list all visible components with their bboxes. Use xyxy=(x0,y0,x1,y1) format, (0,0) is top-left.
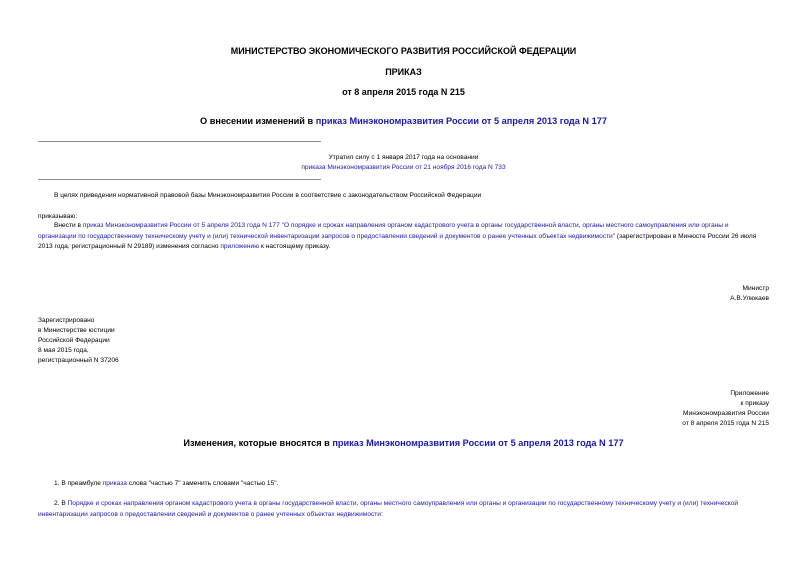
signature-name: А.В.Улюкаев xyxy=(730,295,769,302)
document-title xyxy=(0,116,807,126)
change-item-2-text-b: : xyxy=(381,510,383,518)
status-note-link[interactable]: приказа Минэкономразвития России от 21 ноября 2016 года N 733 xyxy=(301,164,506,171)
appendix-note-line: от 8 апреля 2015 года N 215 xyxy=(682,420,769,427)
registration-line: Российской Федерации xyxy=(38,337,110,344)
registration-line: регистрационный N 37206 xyxy=(38,357,119,364)
procedure-link[interactable]: Порядке и сроках направления органом кадастрового учета в органы государственной власти, органы местного самоуправления или органы и организации по государственному техническому учету и (или) технической инвентаризации запросов о предоставлении сведений и документов о ранее учтенных объектах недвижимости xyxy=(38,500,739,518)
changes-title-link[interactable]: приказ Минэкономразвития России от 5 апреля 2013 года N 177 xyxy=(332,438,624,448)
signature-position: Министр xyxy=(742,285,769,292)
status-note-line1: Утратил силу с 1 января 2017 года на основании xyxy=(328,154,479,161)
registration-line: Зарегистрировано xyxy=(38,317,95,324)
divider-top xyxy=(38,141,321,142)
order-word: приказываю: xyxy=(38,213,78,220)
change-item-1 xyxy=(54,479,278,489)
appendix-note-line: Приложение xyxy=(730,390,769,397)
appendix-note-line: к приказу xyxy=(740,400,769,407)
change-item-2-text-a: 2. В xyxy=(54,500,68,507)
paragraph-1-text-b: (зарегистрирован в Минюсте России 26 июля 2013 года, регистрационный N 29189) изменения согласно xyxy=(38,232,757,250)
ministry-heading: МИНИСТЕРСТВО ЭКОНОМИЧЕСКОГО РАЗВИТИЯ РОССИЙСКОЙ ФЕДЕРАЦИИ xyxy=(230,46,577,56)
doc-date-number: от 8 апреля 2015 года N 215 xyxy=(342,87,465,97)
changes-title-prefix: Изменения, которые вносятся в xyxy=(183,438,333,448)
document-title-prefix: О внесении изменений в xyxy=(200,116,316,126)
change-item-2 xyxy=(38,499,768,520)
paragraph-1 xyxy=(38,221,768,253)
order-177-link[interactable]: приказ Минэкономразвития России от 5 апреля 2013 года N 177 "О порядке и сроках направления органом кадастрового учета в органы государственной власти, органы местного самоуправления или органы и организации по государственному техническому учету и (или) технической инвентаризации запросов о предоставлении сведений и документов о ранее учтенных объектах недвижимости" xyxy=(38,222,729,240)
doc-type-heading: ПРИКАЗ xyxy=(385,67,422,77)
appendix-link[interactable]: приложению xyxy=(220,243,260,250)
change-item-1-text-b: слова "частью 7" заменить словами "частью 15". xyxy=(126,480,279,487)
divider-bottom xyxy=(38,179,321,180)
registration-line: в Министерстве юстиции xyxy=(38,327,115,334)
preamble-order-link[interactable]: приказа xyxy=(102,480,127,487)
appendix-note-line: Минэкономразвития России xyxy=(683,410,769,417)
paragraph-1-text-a: Внести в xyxy=(54,222,83,229)
changes-title xyxy=(0,438,807,448)
paragraph-1-text-c: к настоящему приказу. xyxy=(259,243,331,250)
registration-line: 8 мая 2015 года, xyxy=(38,347,89,354)
change-item-1-text-a: 1. В преамбуле xyxy=(54,480,103,487)
document-title-link[interactable]: приказ Минэкономразвития России от 5 апреля 2013 года N 177 xyxy=(315,116,607,126)
intro-paragraph: В целях приведения нормативной правовой базы Минэкономразвития России в соответствие с законодательством Российской Федерации xyxy=(54,192,482,199)
